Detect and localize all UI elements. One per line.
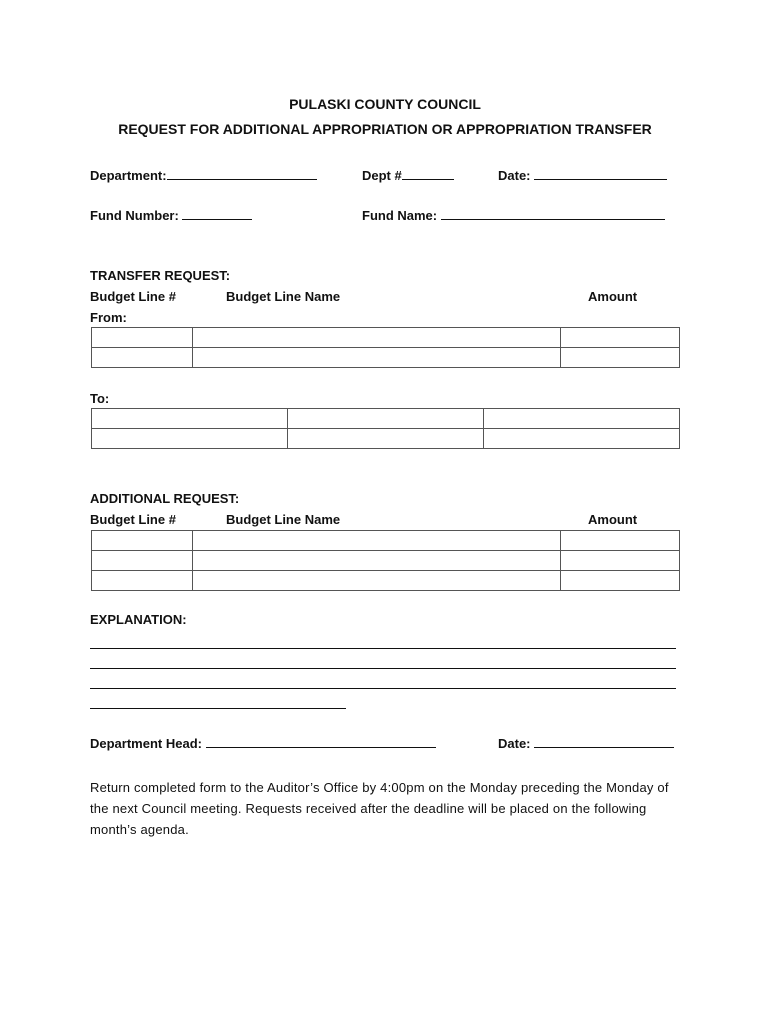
- department-head-input-line[interactable]: [206, 735, 436, 748]
- to-budget-line-cell[interactable]: [92, 409, 288, 429]
- additional-amount-cell[interactable]: [561, 571, 680, 591]
- fund-name-label: Fund Name:: [362, 208, 438, 223]
- table-row: [92, 571, 680, 591]
- dept-number-label: Dept #: [362, 168, 402, 183]
- additional-table: [91, 530, 680, 591]
- date-field[interactable]: [498, 167, 667, 183]
- fund-number-label: Fund Number:: [90, 208, 179, 223]
- additional-budget-line-cell[interactable]: [92, 571, 193, 591]
- department-input-line[interactable]: [167, 167, 317, 180]
- signature-date-label: Date:: [498, 736, 531, 751]
- explanation-line[interactable]: [90, 648, 676, 649]
- fund-number-field[interactable]: [90, 207, 252, 223]
- form-subtitle: REQUEST FOR ADDITIONAL APPROPRIATION OR APPROPRIATION TRANSFER: [118, 121, 652, 137]
- explanation-line[interactable]: [90, 708, 346, 709]
- form-title: PULASKI COUNTY COUNCIL: [289, 96, 481, 112]
- from-budget-line-cell[interactable]: [92, 328, 193, 348]
- to-amount-cell[interactable]: [484, 409, 680, 429]
- from-amount-cell[interactable]: [561, 328, 680, 348]
- additional-budget-name-cell[interactable]: [193, 531, 561, 551]
- to-amount-cell[interactable]: [484, 429, 680, 449]
- transfer-heading: TRANSFER REQUEST:: [90, 268, 231, 283]
- fund-number-input-line[interactable]: [182, 207, 252, 220]
- from-budget-line-cell[interactable]: [92, 348, 193, 368]
- additional-budget-line-cell[interactable]: [92, 551, 193, 571]
- table-row: [92, 429, 680, 449]
- department-field[interactable]: [90, 167, 317, 183]
- department-label: Department:: [90, 168, 167, 183]
- explanation-line[interactable]: [90, 688, 676, 689]
- from-budget-name-cell[interactable]: [193, 348, 561, 368]
- explanation-line[interactable]: [90, 668, 676, 669]
- from-label: From:: [90, 310, 127, 325]
- signature-date-field[interactable]: [498, 735, 674, 751]
- additional-col-budget-line: Budget Line #: [90, 512, 176, 527]
- instructions-note: Return completed form to the Auditor’s Office by 4:00pm on the Monday preceding the Monday of the next Council meeting. Requests received after the deadline will be placed on the following month’s agenda.: [90, 780, 669, 837]
- transfer-col-budget-line: Budget Line #: [90, 289, 176, 304]
- additional-col-budget-name: Budget Line Name: [226, 512, 341, 527]
- from-amount-cell[interactable]: [561, 348, 680, 368]
- transfer-col-amount: Amount: [588, 289, 638, 304]
- table-row: [92, 409, 680, 429]
- department-head-field[interactable]: [90, 735, 436, 751]
- additional-amount-cell[interactable]: [561, 551, 680, 571]
- transfer-to-table: [91, 408, 680, 449]
- additional-amount-cell[interactable]: [561, 531, 680, 551]
- dept-number-field[interactable]: [362, 167, 454, 183]
- fund-name-input-line[interactable]: [441, 207, 665, 220]
- to-label: To:: [90, 391, 110, 406]
- date-label: Date:: [498, 168, 531, 183]
- signature-date-input-line[interactable]: [534, 735, 674, 748]
- table-row: [92, 348, 680, 368]
- to-budget-name-cell[interactable]: [288, 429, 484, 449]
- additional-col-amount: Amount: [588, 512, 638, 527]
- additional-heading: ADDITIONAL REQUEST:: [90, 491, 240, 506]
- additional-budget-name-cell[interactable]: [193, 551, 561, 571]
- dept-number-input-line[interactable]: [402, 167, 454, 180]
- from-budget-name-cell[interactable]: [193, 328, 561, 348]
- fund-name-field[interactable]: [362, 207, 665, 223]
- transfer-col-budget-name: Budget Line Name: [226, 289, 341, 304]
- explanation-label: EXPLANATION:: [90, 612, 187, 627]
- to-budget-line-cell[interactable]: [92, 429, 288, 449]
- transfer-from-table: [91, 327, 680, 368]
- date-input-line[interactable]: [534, 167, 667, 180]
- to-budget-name-cell[interactable]: [288, 409, 484, 429]
- additional-budget-line-cell[interactable]: [92, 531, 193, 551]
- table-row: [92, 328, 680, 348]
- table-row: [92, 551, 680, 571]
- table-row: [92, 531, 680, 551]
- additional-budget-name-cell[interactable]: [193, 571, 561, 591]
- department-head-label: Department Head:: [90, 736, 202, 751]
